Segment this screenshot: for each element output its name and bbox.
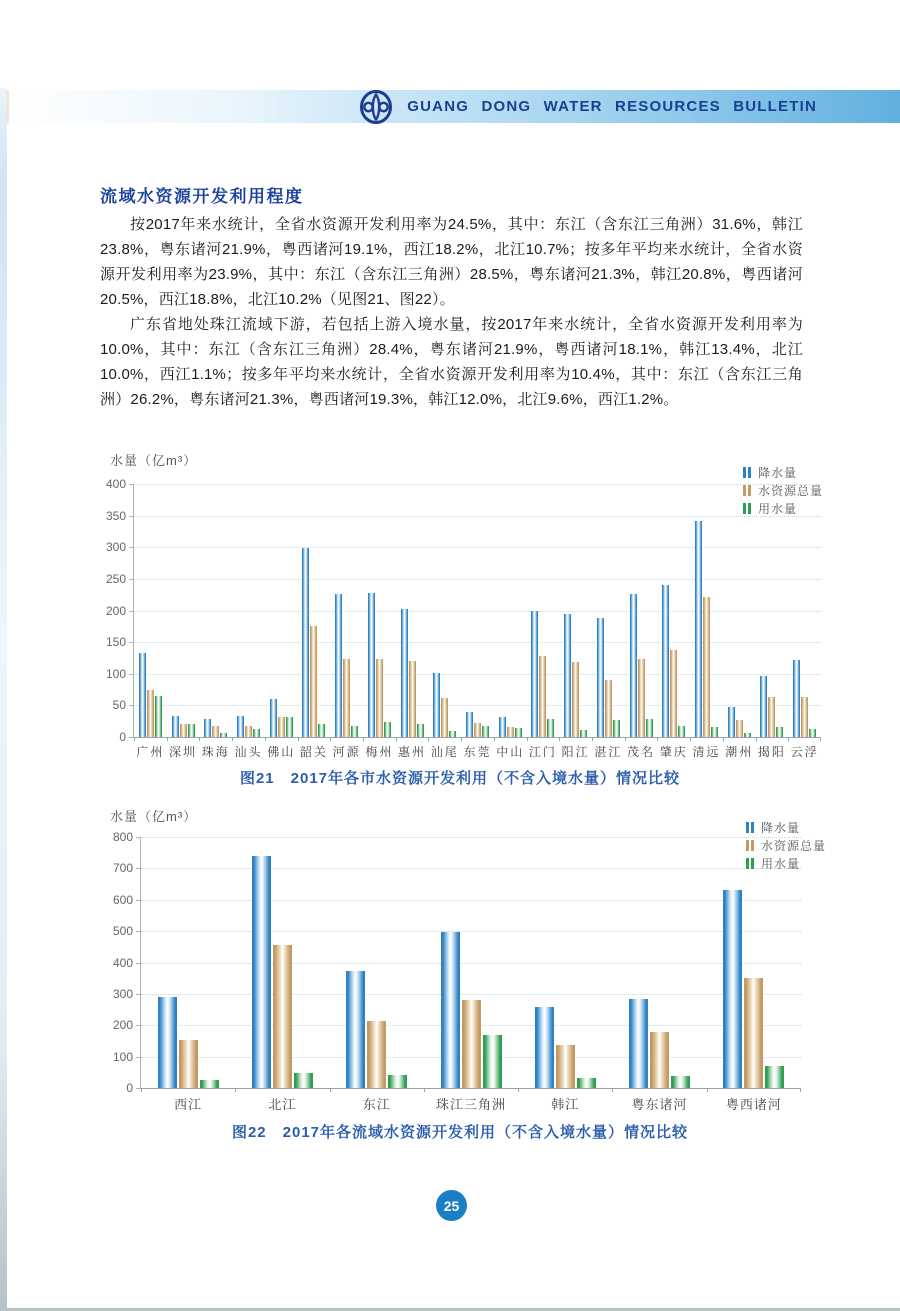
legend-swatch-icon [743,485,751,496]
y-axis-label: 100 [105,666,126,681]
y-axis-tick [129,642,134,643]
y-axis-tick [129,674,134,675]
x-axis-label: 梅州 [365,745,394,759]
chart22-plot-area [112,830,801,1112]
x-axis-tick [141,1088,142,1092]
gridline [141,837,801,838]
y-axis-label: 250 [105,571,126,586]
bar [335,594,342,737]
bar [670,650,677,737]
bar [417,724,424,737]
x-axis-label: 深圳 [169,745,198,759]
bar [765,1066,784,1088]
bar [736,720,743,737]
x-axis-label: 揭阳 [757,745,786,759]
x-axis-tick [424,1088,425,1092]
y-axis-tick [129,547,134,548]
y-axis-label: 800 [112,830,133,844]
x-axis-label: 佛山 [267,745,296,759]
x-axis-label: 清远 [692,745,721,759]
y-axis-label: 300 [105,540,126,555]
x-axis-tick [167,737,168,741]
paragraph: 广东省地处珠江流域下游，若包括上游入境水量，按2017年来水统计，全省水资源开发利用率为10.0%，其中：东江（含东江三角洲）28.4%，粤东诸河21.9%，粤西诸河18.1%，韩江13.4%，北江10.0%，西江1.1%；按多年平均来水统计，全省水资源开发利用率为10.4%，其中：东江（含东江三角洲）26.2%，粤东诸河21.3%，粤西诸河19.3%，韩江12.0%，北江9.6%，西江1.2%。 [100,316,803,408]
x-axis-label: 珠江三角洲 [435,1097,506,1112]
x-axis-tick [820,737,821,741]
bar [367,1021,386,1088]
y-axis-tick [136,900,141,901]
bar [711,727,718,737]
legend-swatch-icon [743,467,751,478]
x-axis-label: 韩江 [551,1097,580,1112]
bar [147,690,154,737]
x-axis-tick [707,1088,708,1092]
header-band [7,90,900,123]
bar [433,673,440,738]
gridline [134,547,821,548]
bar [409,661,416,737]
chart21-plot-area [105,477,824,759]
bar [638,659,645,737]
bar [273,945,292,1088]
legend-item [746,854,826,872]
bar [776,727,783,737]
paragraph: 按2017年来水统计，全省水资源开发利用率为24.5%，其中：东江（含东江三角洲）31.6%，韩江23.8%，粤东诸河21.9%，粤西诸河19.1%，西江18.2%，北江10.7%；按多年平均来水统计，全省水资源开发利用率为23.9%，其中：东江（含东江三角洲）28.5%，粤东诸河21.3%，韩江20.8%，粤西诸河20.5%，西江18.8%，北江10.2%（见图21、图22）。 [100,216,803,308]
y-axis-tick [136,963,141,964]
x-axis-tick [527,737,528,741]
x-axis-tick [330,737,331,741]
bar [270,699,277,737]
gridline [134,642,821,643]
legend-item [743,481,823,499]
bar [449,731,456,737]
bar [535,1007,554,1088]
bar [605,680,612,737]
gridline [141,931,801,932]
chart22-caption [20,1121,900,1142]
x-axis-tick [756,737,757,741]
gridline [134,516,821,517]
bar [723,890,742,1088]
x-axis-tick [788,737,789,741]
y-axis-label: 500 [112,924,133,939]
x-axis-tick [612,1088,613,1092]
x-axis-tick [518,1088,519,1092]
x-axis-tick [232,737,233,741]
section-title: 流域水资源开发利用程度 [100,187,304,207]
bar [539,656,546,737]
bar [401,609,408,737]
bar [346,971,365,1088]
bar [744,733,751,737]
bar [220,733,227,737]
gridline [134,484,821,485]
x-axis-tick [428,737,429,741]
gridline [141,994,801,995]
bar [204,719,211,737]
bar [318,724,325,737]
x-axis-label: 江门 [528,745,557,759]
x-axis-label: 韶关 [299,745,328,759]
x-axis-label: 粤东诸河 [631,1097,688,1112]
x-axis-tick [298,737,299,741]
bar [286,717,293,737]
bar [695,521,702,737]
bar [172,716,179,738]
gridline [141,900,801,901]
bar [703,597,710,737]
bar [629,999,648,1088]
x-axis-tick [723,737,724,741]
x-axis-label: 肇庆 [659,745,688,759]
y-axis-tick [129,484,134,485]
bar [139,653,146,737]
legend-label: 降水量 [761,820,801,835]
bar [630,594,637,737]
page-edge-stripe [0,88,7,1311]
bar [744,978,763,1088]
y-axis-tick [136,994,141,995]
bar [388,1075,407,1088]
bar [158,997,177,1088]
gridline [134,705,821,706]
chart22-legend [746,818,826,872]
x-axis-label: 北江 [268,1097,297,1112]
bar [368,593,375,737]
y-axis-label: 400 [112,955,133,970]
y-axis-label: 200 [105,603,126,618]
legend-swatch-icon [746,858,754,869]
chart22-y-axis-title: 水量（亿m³） [110,809,198,824]
bar [351,726,358,737]
bar [547,719,554,737]
y-axis-tick [129,611,134,612]
y-axis-tick [136,837,141,838]
bar [245,726,252,737]
legend-swatch-icon [746,822,754,833]
x-axis-label: 潮州 [725,745,754,759]
legend-label: 降水量 [758,465,798,480]
x-axis-label: 中山 [496,745,525,759]
x-axis-tick [494,737,495,741]
x-axis-tick [657,737,658,741]
x-axis-label: 西江 [174,1097,203,1112]
x-axis-label: 惠州 [398,745,427,759]
bar [441,698,448,737]
y-axis-label: 150 [105,635,126,650]
bar [180,724,187,737]
y-axis-tick [129,516,134,517]
bar [482,726,489,737]
x-axis-tick [625,737,626,741]
bar [212,726,219,737]
legend-label: 用水量 [758,501,798,516]
y-axis-label: 100 [112,1049,133,1064]
bar [179,1040,198,1088]
x-axis-tick [690,737,691,741]
bar [768,697,775,737]
gridline [141,868,801,869]
y-axis-tick [136,1057,141,1058]
x-axis-label: 云浮 [790,745,819,759]
chart21-y-axis-title: 水量（亿m³） [110,453,198,468]
gridline [134,674,821,675]
bar [462,1000,481,1088]
x-axis-label: 汕尾 [430,745,459,759]
bar [809,729,816,737]
bar [801,697,808,737]
bar [200,1080,219,1088]
chart21-caption [20,767,900,788]
gridline [141,963,801,964]
bar [580,730,587,737]
bar [507,727,514,737]
legend-item [743,463,823,481]
x-axis-label: 粤西诸河 [725,1097,782,1112]
y-axis-tick [129,705,134,706]
bar [483,1035,502,1088]
bar [650,1032,669,1088]
bar [613,720,620,737]
figure-number: 图21 [239,770,275,787]
bar [253,729,260,737]
y-axis-tick [136,868,141,869]
legend-item [746,836,826,854]
x-axis-tick [199,737,200,741]
legend-item [746,818,826,836]
bar [474,723,481,737]
bar [252,856,271,1088]
y-axis-label: 600 [112,892,133,907]
bar [384,722,391,737]
y-axis-tick [136,931,141,932]
legend-label: 水资源总量 [758,483,824,498]
bar [793,660,800,737]
gridline [134,611,821,612]
bar [310,626,317,737]
y-axis-label: 50 [112,698,126,713]
bar [728,707,735,737]
bar [760,676,767,737]
bar [302,548,309,737]
bar [237,716,244,737]
bar [556,1045,575,1088]
bar [671,1076,690,1088]
figure-title: 2017年各市水资源开发利用（不含入境水量）情况比较 [290,770,681,787]
x-axis-label: 湛江 [594,745,623,759]
bar [597,618,604,737]
bulletin-title: GUANG DONG WATER RESOURCES BULLETIN [407,98,817,115]
y-axis-label: 0 [126,1081,133,1095]
bar [343,659,350,737]
bar [466,712,473,737]
bar [662,585,669,737]
x-axis-label: 珠海 [201,745,230,759]
bar [531,611,538,737]
x-axis-tick [330,1088,331,1092]
bar [188,724,195,737]
x-axis-label: 茂名 [627,745,656,759]
bar [572,662,579,737]
legend-swatch-icon [746,840,754,851]
legend-swatch-icon [743,503,751,514]
x-axis-label: 东莞 [463,745,492,759]
y-axis-label: 700 [112,861,133,876]
x-axis-label: 阳江 [561,745,590,759]
x-axis-label: 东江 [362,1097,391,1112]
body-text [100,212,803,412]
x-axis-tick [134,737,135,741]
x-axis-label: 河源 [332,745,361,759]
x-axis-tick [592,737,593,741]
x-axis-label: 汕头 [234,745,263,759]
x-axis-tick [265,737,266,741]
legend-item [743,499,823,517]
x-axis-tick [559,737,560,741]
page-number-badge: 25 [436,1190,467,1221]
y-axis-label: 200 [112,1018,133,1033]
bar [678,726,685,737]
x-axis-tick [461,737,462,741]
x-axis-label: 广州 [136,745,165,759]
x-axis-tick [363,737,364,741]
legend-label: 水资源总量 [761,838,827,853]
legend-label: 用水量 [761,856,801,871]
water-emblem-icon [357,90,395,124]
bar [441,932,460,1088]
bar [376,659,383,737]
figure-title: 2017年各流域水资源开发利用（不含入境水量）情况比较 [282,1124,689,1141]
y-axis-label: 350 [105,508,126,523]
y-axis-label: 400 [105,477,126,491]
x-axis-tick [235,1088,236,1092]
bar [646,719,653,737]
x-axis-tick [800,1088,801,1092]
bar [515,728,522,737]
bar [577,1078,596,1088]
gridline [134,579,821,580]
bar [294,1073,313,1088]
chart21-legend [743,463,823,517]
y-axis-label: 300 [112,986,133,1001]
bar [155,696,162,737]
y-axis-label: 0 [119,730,126,744]
bar [499,717,506,737]
bar [564,614,571,737]
figure-number: 图22 [231,1124,267,1141]
x-axis-tick [396,737,397,741]
y-axis-tick [129,579,134,580]
bar [278,717,285,737]
y-axis-tick [136,1025,141,1026]
